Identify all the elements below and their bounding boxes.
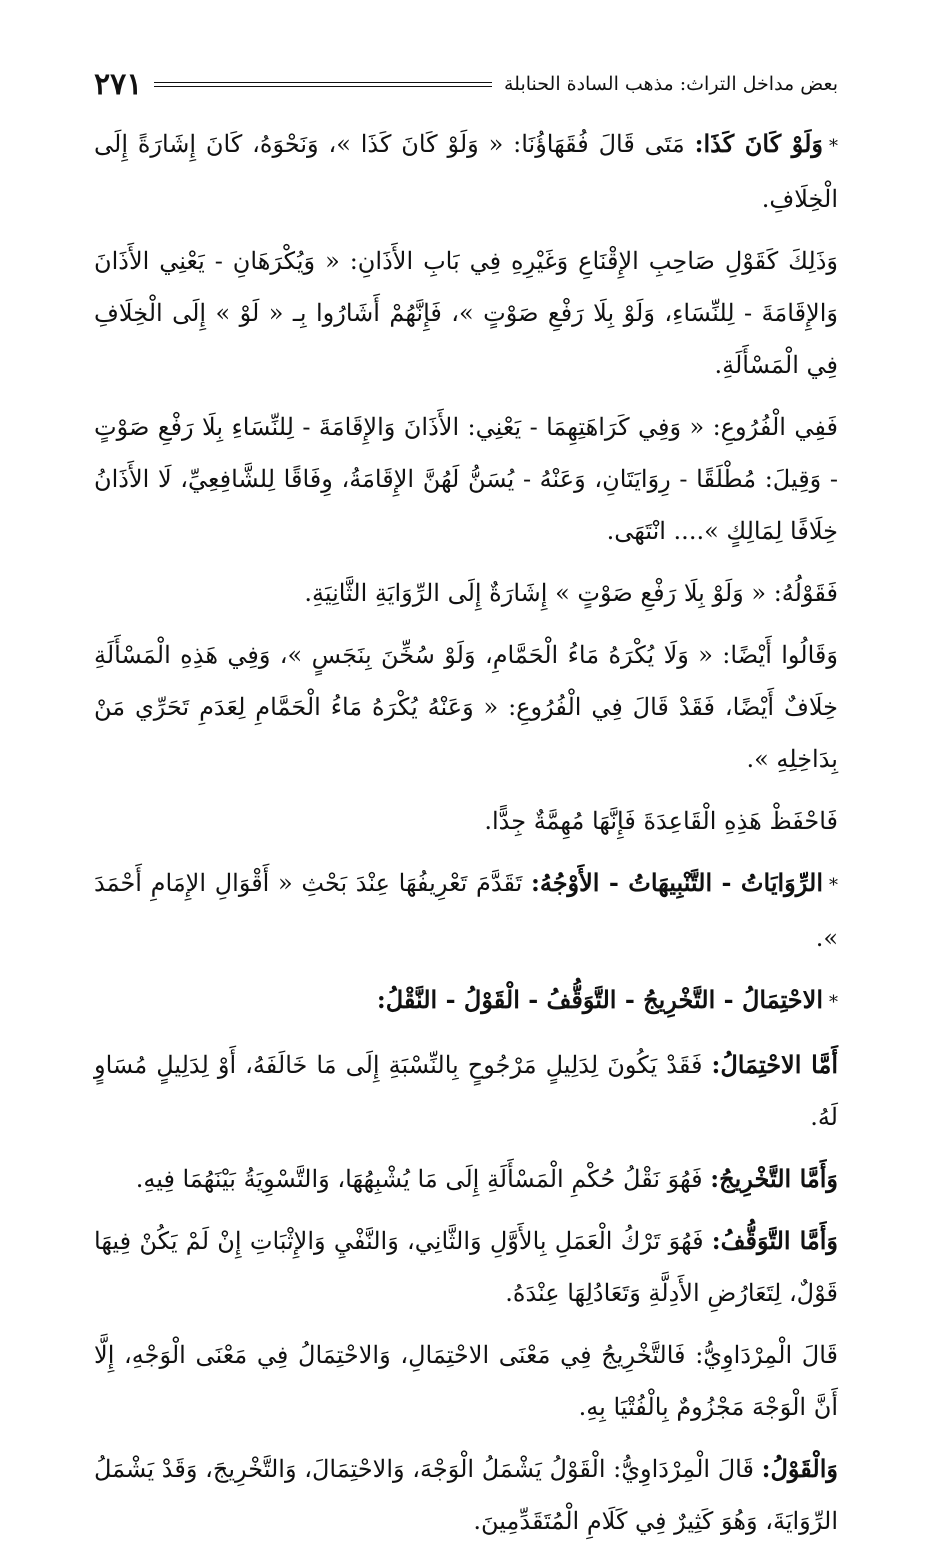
paragraph [94, 1329, 838, 1433]
entry-heading: وَأَمَّا التَّوَقُّفُ: [711, 1226, 838, 1255]
paragraph [94, 795, 838, 847]
paragraph-text: قَالَ الْمِرْدَاوِيُّ: الْقَوْلُ يَشْمَلُ الْوَجْهَ، وَالاحْتِمَالَ، وَالتَّخْرِيجَ، وَقَدْ يَشْمَلُ الرِّوَايَةَ، وَهُوَ كَثِيرٌ فِي كَلَامِ الْمُتَقَدِّمِينَ. [94, 1455, 838, 1535]
entry-heading: أَمَّا الاحْتِمَالُ: [711, 1050, 838, 1079]
paragraph [94, 401, 838, 557]
paragraph-text: فَقَدْ يَكُونَ لِدَلِيلٍ مَرْجُوحٍ بِالنِّسْبَةِ إِلَى مَا خَالَفَهُ، أَوْ لِدَلِيلٍ مُسَاوٍ لَهُ. [94, 1051, 838, 1131]
entry-heading: الرِّوَايَاتُ - التَّنْبِيهَاتُ - الأَوْجُهُ: [530, 868, 823, 897]
paragraph-text: تَقَدَّمَ تَعْرِيفُهَا عِنْدَ بَحْثِ « أَقْوَالِ الإِمَامِ أَحْمَدَ ». [94, 869, 838, 952]
paragraph [94, 1153, 838, 1205]
entry-heading: وَالْقَوْلُ: [761, 1454, 838, 1483]
entry-heading: الاحْتِمَالُ - التَّخْرِيجُ - التَّوَقُّفُ - الْقَوْلُ - النَّقْلُ: [376, 985, 823, 1014]
paragraph-text: فَفِي الْفُرُوعِ: « وَفِي كَرَاهَتِهِمَا - يَعْنِي: الأَذَانَ وَالإِقَامَةَ - لِلنِّسَاءِ بِلَا رَفْعِ صَوْتٍ - وَقِيلَ: مُطْلَقًا - رِوَايَتَانِ، وَعَنْهُ - يُسَنُّ لَهُنَّ الإِقَامَةُ، وِفَاقًا لِلشَّافِعِيِّ، لَا الأَذَانُ خِلَافًا لِمَالِكٍ ».... انْتَهَى. [94, 413, 838, 545]
running-header [94, 62, 838, 106]
paragraph [94, 1215, 838, 1319]
entry-heading: وَأَمَّا التَّخْرِيجُ: [710, 1164, 838, 1193]
paragraph-text: فَهُوَ نَقْلُ حُكْمِ الْمَسْأَلَةِ إِلَى مَا يُشْبِهُهَا، وَالتَّسْوِيَةُ بَيْنَهُمَا فِيهِ. [135, 1165, 703, 1193]
header-rule [154, 82, 492, 87]
running-title: بعض مداخل التراث: مذهب السادة الحنابلة [503, 73, 838, 95]
bullet-star: * [829, 136, 838, 157]
paragraph [94, 118, 838, 225]
paragraph-text: وَقَالُوا أَيْضًا: « وَلَا يُكْرَهُ مَاءُ الْحَمَّامِ، وَلَوْ سُخِّنَ بِنَجَسٍ »، وَفِي هَذِهِ الْمَسْأَلَةِ خِلَافٌ أَيْضًا، فَقَدْ قَالَ فِي الْفُرُوعِ: « وَعَنْهُ يُكْرَهُ مَاءُ الْحَمَّامِ لِعَدَمِ تَحَرِّي مَنْ بِدَاخِلِهِ ». [94, 641, 839, 773]
bullet-star: * [829, 875, 838, 896]
paragraph-text: فَاحْفَظْ هَذِهِ الْقَاعِدَةَ فَإِنَّهَا مُهِمَّةٌ جِدًّا. [484, 807, 838, 835]
paragraph-text: قَالَ الْمِرْدَاوِيُّ: فَالتَّخْرِيجُ فِي مَعْنَى الاحْتِمَالِ، وَالاحْتِمَالُ فِي مَعْنَى الْوَجْهِ، إِلَّا أَنَّ الْوَجْهَ مَجْزُومٌ بِالْفُتْيَا بِهِ. [94, 1341, 838, 1421]
paragraph [94, 629, 838, 785]
entry-heading: وَلَوْ كَانَ كَذَا: [694, 129, 823, 158]
paragraph [94, 1039, 838, 1143]
paragraph-text: فَهُوَ تَرْكُ الْعَمَلِ بِالأَوَّلِ وَالثَّانِي، وَالنَّفْيِ وَالإِثْبَاتِ إِنْ لَمْ يَكُنْ فِيهَا قَوْلٌ، لِتَعَارُضِ الأَدِلَّةِ وَتَعَادُلِهَا عِنْدَهُ. [94, 1227, 838, 1307]
paragraph-text: فَقَوْلُهُ: « وَلَوْ بِلَا رَفْعِ صَوْتٍ » إِشَارَةٌ إِلَى الرِّوَايَةِ الثَّانِيَةِ. [304, 579, 838, 607]
bullet-star: * [829, 992, 838, 1013]
paragraph [94, 1443, 838, 1547]
page-number: ٢٧١ [94, 66, 143, 102]
paragraph [94, 235, 838, 391]
paragraph [94, 974, 838, 1029]
page-body [94, 118, 838, 1547]
paragraph-text: مَتَى قَالَ فُقَهَاؤُنَا: « وَلَوْ كَانَ كَذَا »، وَنَحْوَهُ، كَانَ إِشَارَةً إِلَى الْخِلَافِ. [94, 130, 838, 213]
paragraph-text: وَذَلِكَ كَقَوْلِ صَاحِبِ الإِقْنَاعِ وَغَيْرِهِ فِي بَابِ الأَذَانِ: « وَيُكْرَهَانِ - يَعْنِي الأَذَانَ وَالإِقَامَةَ - لِلنِّسَاءِ، وَلَوْ بِلَا رَفْعِ صَوْتٍ »، فَإِنَّهُمْ أَشَارُوا بِـ « لَوْ » إِلَى الْخِلَافِ فِي الْمَسْأَلَةِ. [94, 247, 838, 379]
paragraph [94, 567, 838, 619]
paragraph [94, 857, 838, 964]
